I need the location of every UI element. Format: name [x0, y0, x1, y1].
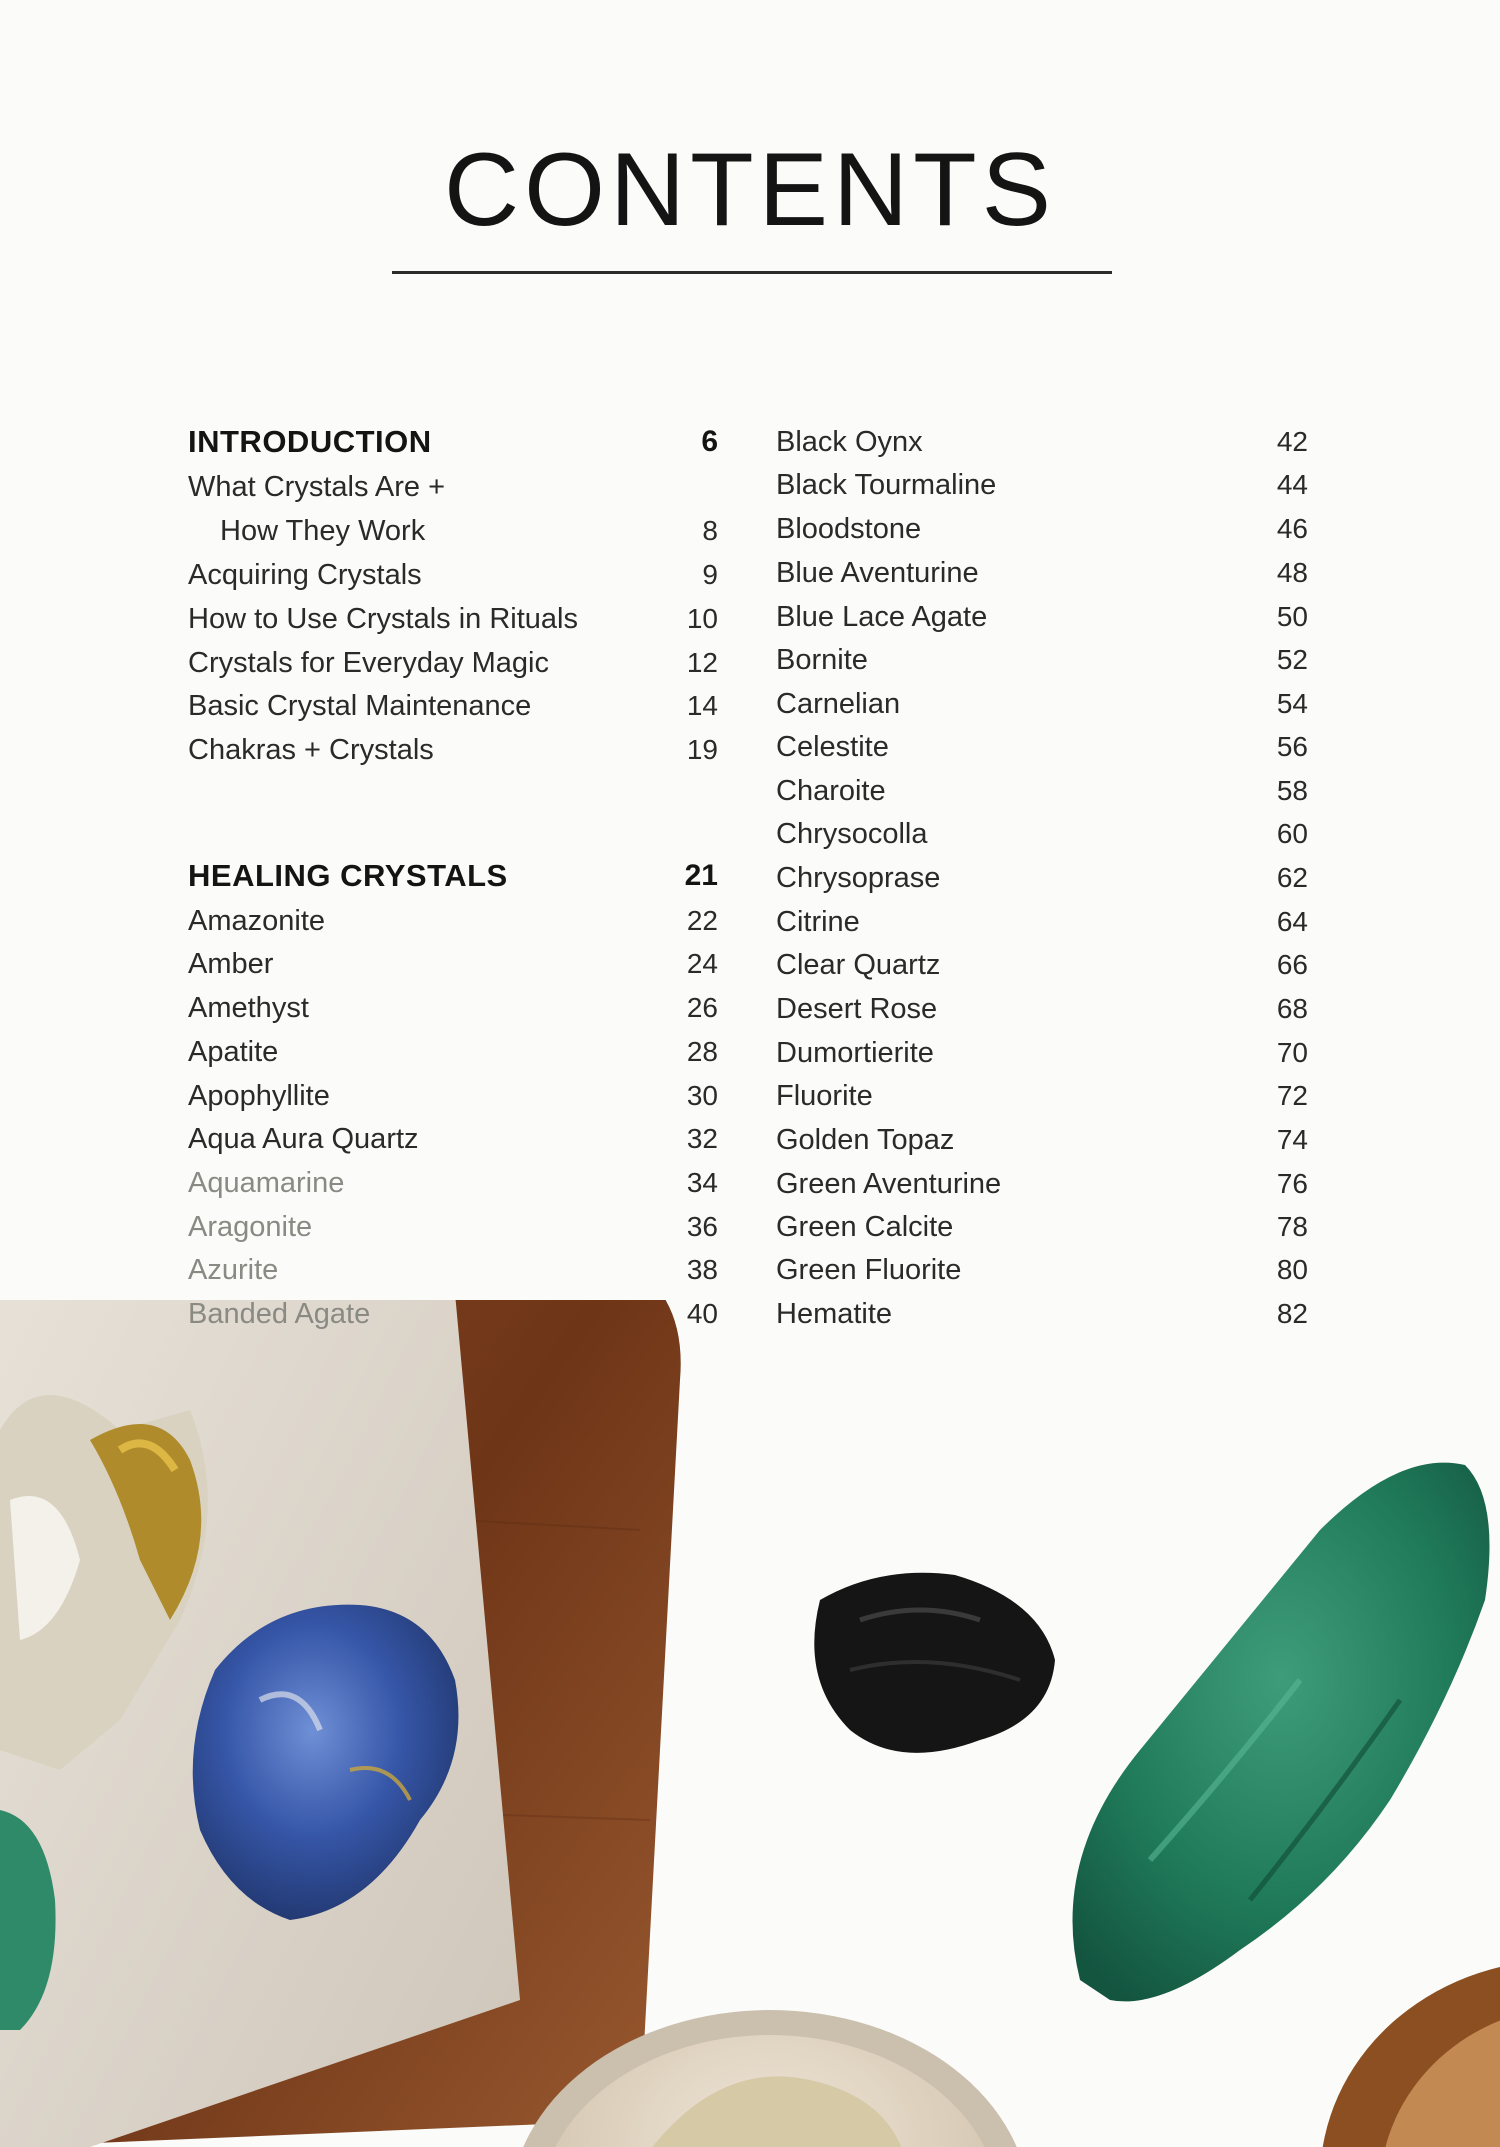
toc-entry [776, 1207, 1308, 1247]
toc-entry-title: Banded Agate [188, 1298, 371, 1330]
toc-entry-title: Green Aventurine [776, 1168, 1002, 1200]
crystals-photo [0, 1300, 1500, 2147]
toc-section-title: HEALING CRYSTALS [188, 858, 508, 893]
toc-page-number: 66 [1276, 949, 1308, 980]
toc-page-number: 12 [686, 647, 718, 678]
title-divider [392, 271, 1112, 274]
toc-entry [776, 814, 1308, 854]
toc-entry [188, 1032, 718, 1072]
toc-page-number: 70 [1276, 1037, 1308, 1068]
toc-entry [188, 511, 718, 551]
toc-page-number: 40 [686, 1298, 718, 1329]
toc-page-number: 52 [1276, 644, 1308, 675]
toc-entry [188, 555, 718, 595]
toc-entry-title: Celestite [776, 731, 889, 763]
toc-entry-title: Charoite [776, 775, 886, 807]
toc-entry-title: Bornite [776, 644, 868, 676]
toc-entry-title: How They Work [220, 515, 426, 547]
toc-page-number: 19 [686, 734, 718, 765]
toc-page-number: 10 [686, 603, 718, 634]
toc-page-number: 78 [1276, 1211, 1308, 1242]
toc-entry [188, 1119, 718, 1159]
toc-entry-title: Aqua Aura Quartz [188, 1123, 419, 1155]
toc-entry-title: Bloodstone [776, 513, 922, 545]
toc-entry [776, 1076, 1308, 1116]
toc-entry-title: Golden Topaz [776, 1124, 955, 1156]
toc-entry-title: Aquamarine [188, 1167, 345, 1199]
toc-page-number: 68 [1276, 993, 1308, 1024]
toc-entry [776, 422, 1308, 462]
toc-page-number: 22 [686, 905, 718, 936]
toc-page-number: 6 [701, 425, 718, 458]
toc-page-number: 74 [1276, 1124, 1308, 1155]
toc-entry [188, 422, 718, 462]
toc-entry-title: Apatite [188, 1036, 279, 1068]
toc-page-number: 72 [1276, 1080, 1308, 1111]
malachite-crystal [1073, 1463, 1490, 2002]
toc-entry [188, 686, 718, 726]
toc-entry [776, 858, 1308, 898]
toc-entry [776, 771, 1308, 811]
toc-page-number: 60 [1276, 818, 1308, 849]
toc-entry [776, 640, 1308, 680]
toc-entry [776, 945, 1308, 985]
toc-entry [776, 465, 1308, 505]
toc-entry-title: Amethyst [188, 992, 309, 1024]
toc-entry [776, 1033, 1308, 1073]
toc-page-number: 8 [702, 515, 718, 546]
toc-page-number: 42 [1276, 426, 1308, 457]
toc-page-number: 50 [1276, 601, 1308, 632]
toc-entry [776, 509, 1308, 549]
toc-page-number: 21 [684, 859, 718, 892]
toc-entry [188, 643, 718, 683]
toc-entry [188, 988, 718, 1028]
toc-page-number: 56 [1276, 731, 1308, 762]
toc-page-number: 46 [1276, 513, 1308, 544]
toc-page-number: 76 [1276, 1168, 1308, 1199]
toc-entry [776, 902, 1308, 942]
toc-entry-title: Azurite [188, 1254, 279, 1286]
toc-entry-title: Blue Aventurine [776, 557, 979, 589]
toc-entry [188, 1076, 718, 1116]
toc-entry-title: What Crystals Are + [188, 471, 446, 503]
toc-entry-title: Chakras + Crystals [188, 734, 434, 766]
toc-entry-title: Fluorite [776, 1080, 873, 1112]
toc-entry-title: Amber [188, 948, 274, 980]
toc-entry-title: Black Tourmaline [776, 469, 997, 501]
toc-entry [188, 1250, 718, 1290]
toc-entry-title: How to Use Crystals in Rituals [188, 603, 578, 635]
toc-entry-title: Apophyllite [188, 1080, 330, 1112]
toc-entry-title: Amazonite [188, 905, 326, 937]
toc-page-number: 80 [1276, 1254, 1308, 1285]
toc-entry [188, 1207, 718, 1247]
toc-entry-title: Citrine [776, 906, 860, 938]
toc-entry-title: Clear Quartz [776, 949, 941, 981]
toc-entry [188, 1294, 718, 1334]
toc-entry-title: Green Calcite [776, 1211, 954, 1243]
toc-page-number: 34 [686, 1167, 718, 1198]
toc-entry-title: Crystals for Everyday Magic [188, 647, 549, 679]
toc-page-number: 38 [686, 1254, 718, 1285]
toc-entry [188, 730, 718, 770]
toc-page-number: 30 [686, 1080, 718, 1111]
toc-entry-title: Desert Rose [776, 993, 938, 1025]
toc-entry-title: Carnelian [776, 688, 901, 720]
toc-entry [776, 1164, 1308, 1204]
toc-page-number: 14 [686, 690, 718, 721]
toc-entry [776, 1250, 1308, 1290]
toc-entry-title: Acquiring Crystals [188, 559, 422, 591]
toc-entry [776, 989, 1308, 1029]
toc-page-number: 44 [1276, 469, 1308, 500]
toc-page-number: 58 [1276, 775, 1308, 806]
toc-page-number: 26 [686, 992, 718, 1023]
toc-entry [188, 856, 718, 896]
toc-page-number: 64 [1276, 906, 1308, 937]
toc-entry [188, 1163, 718, 1203]
toc-entry-title: Dumortierite [776, 1037, 934, 1069]
toc-entry-title: Black Oynx [776, 426, 923, 458]
toc-page-number: 9 [702, 559, 718, 590]
toc-entry-title: Basic Crystal Maintenance [188, 690, 532, 722]
toc-entry-title: Green Fluorite [776, 1254, 962, 1286]
toc-entry [188, 944, 718, 984]
toc-entry [776, 1294, 1308, 1334]
toc-entry [188, 901, 718, 941]
toc-entry [776, 1120, 1308, 1160]
toc-page-number: 24 [686, 948, 718, 979]
toc-entry-title: Hematite [776, 1298, 893, 1330]
toc-page-number: 28 [686, 1036, 718, 1067]
toc-entry [188, 599, 718, 639]
toc-entry-title: Aragonite [188, 1211, 313, 1243]
toc-entry-title: Chrysocolla [776, 818, 928, 850]
toc-page-number: 48 [1276, 557, 1308, 588]
toc-page-number: 62 [1276, 862, 1308, 893]
toc-section-title: INTRODUCTION [188, 424, 432, 459]
toc-page-number: 54 [1276, 688, 1308, 719]
toc-entry-title: Blue Lace Agate [776, 601, 988, 633]
toc-entry [188, 467, 718, 507]
toc-entry-title: Chrysoprase [776, 862, 941, 894]
toc-entry [776, 597, 1308, 637]
toc-entry [776, 684, 1308, 724]
black-tourmaline-crystal [814, 1573, 1055, 1753]
toc-entry [776, 553, 1308, 593]
page-title: CONTENTS [444, 132, 1056, 248]
toc-page-number: 36 [686, 1211, 718, 1242]
wooden-bowl [1320, 1960, 1500, 2147]
toc-page-number: 82 [1276, 1298, 1308, 1329]
toc-page-number: 32 [686, 1123, 718, 1154]
toc-entry [776, 727, 1308, 767]
